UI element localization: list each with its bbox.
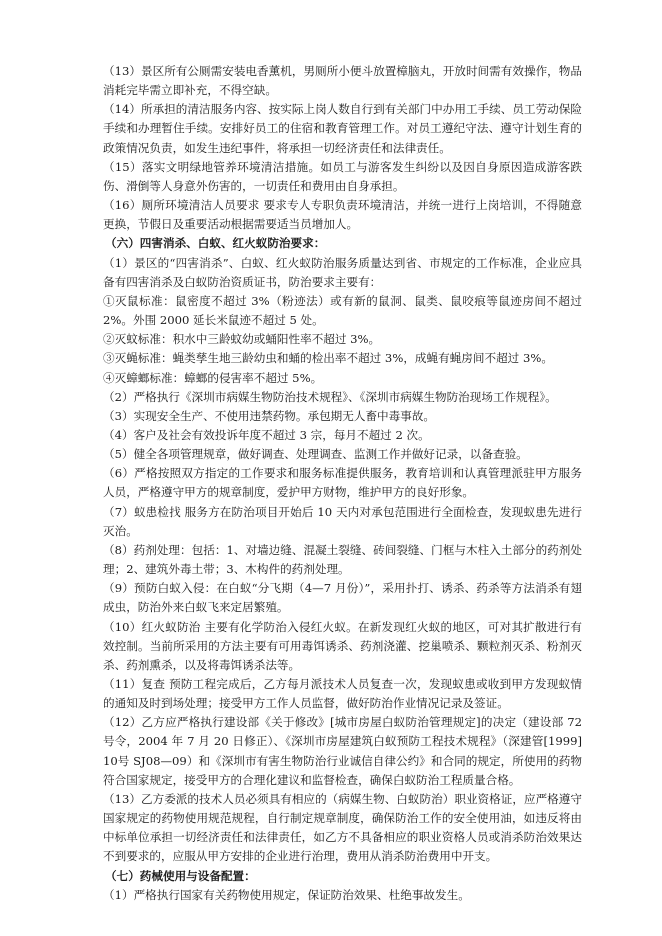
equipment-paragraph-1: （1）严格执行国家有关药物使用规定，保证防治效果、杜绝事故发生。 (103, 887, 470, 902)
pest-paragraph-11: （11）复查 预防工程完成后，乙方每月派技术人员复查一次，发现蚁患或收到甲方发现蚁情的通知及时到场处理；接受甲方工作人员监督，做好防治作业情况记录及签证。 (103, 677, 582, 711)
section-heading-pest-control: （六）四害消杀、白蚁、红火蚁防治要求： (105, 236, 326, 251)
pest-paragraph-2: （2）严格执行《深圳市病媒生物防治技术规程》、《深圳市病媒生物防治现场工作规程》。 (103, 389, 557, 404)
pest-paragraph-13: （13）乙方委派的技术人员必须具有相应的（病媒生物、白蚁防治）职业资格证，应严格遵守国家规定的药物使用规范规程，自行制定规章制度，确保防治工作的安全使用油，如违反将由中标单位承担一切经济责任和法律责任，如乙方不具备相应的职业资格人员或消杀防治效果达不到要求的，应服从甲方安排的企业进行治理，费用从消杀防治费用中开支。 (103, 791, 582, 864)
pest-paragraph-10: （10）红火蚁防治 主要有化学防治入侵红火蚁。在新发现红火蚁的地区，可对其扩散进行有效控制。当前所采用的方法主要有可用毒饵诱杀、药剂浇灌、挖巢喷杀、颗粒剂灭杀、粉剂灭杀、药剂熏杀，以及将毒饵诱杀法等。 (103, 619, 582, 672)
pest-paragraph-4: （4）客户及社会有效投诉年度不超过 3 宗，每月不超过 2 次。 (103, 427, 430, 442)
mosquito-standard: ②灭蚊标准：积水中三龄蚊幼或蛹阳性率不超过 3%。 (103, 332, 381, 347)
section-heading-equipment: （七）药械使用与设备配置： (105, 868, 256, 883)
pest-paragraph-1: （1）景区的“四害消杀”、白蚁、红火蚁防治服务质量达到省、市规定的工作标准，企业应具备有四害消杀及白蚁防治资质证书，防治要求主要有： (103, 255, 582, 289)
paragraph-14-labor: （14）所承担的清洁服务内容、按实际上岗人数自行到有关部门中办用工手续、员工劳动保险手续和办理暂住手续。安排好员工的住宿和教育管理工作。对员工遵纪守法、遵守计划生育的政策情况负责，如发生违纪事件，将承担一切经济责任和法律责任。 (103, 102, 582, 155)
pest-paragraph-7: （7）蚁患检找 服务方在防治项目开始后 10 天内对承包范围进行全面检查，发现蚁患先进行灭治。 (103, 504, 582, 538)
paragraph-16-cleaning-staff: （16）厕所环境清洁人员要求 要求专人专职负责环境清洁，并统一进行上岗培训，不得随意更换，节假日及重要活动根据需要适当员增加人。 (103, 198, 582, 232)
pest-paragraph-3: （3）实现安全生产、不使用违禁药物。承包期无人畜中毒事故。 (103, 408, 436, 423)
pest-paragraph-8: （8）药剂处理：包括：1、对墙边缝、混凝土裂缝、砖间裂缝、门框与木柱入土部分的药剂处理；2、建筑外毒土带；3、木构件的药剂处理。 (103, 542, 582, 577)
cockroach-standard: ④灭蟑螂标准：蟑螂的侵害率不超过 5%。 (103, 370, 323, 385)
pest-paragraph-6: （6）严格按照双方指定的工作要求和服务标准提供服务，教育培训和认真管理派驻甲方服务人员，严格遵守甲方的规章制度，爱护甲方财物，维护甲方的良好形象。 (103, 466, 582, 500)
pest-paragraph-9: （9）预防白蚁入侵：在白蚁“分飞期（4—7 月份）”，采用扑打、诱杀、药杀等方法消杀有翅成虫，防治外来白蚁飞来定居繁殖。 (103, 581, 582, 615)
paragraph-15-greenland: （15）落实文明绿地管养环境清洁措施。如员工与游客发生纠纷以及因自身原因造成游客跌伤、滑倒等人身意外伤害的，一切责任和费用由自身承担。 (103, 159, 582, 193)
paragraph-13-incense: （13）景区所有公厕需安装电香薰机，男厕所小便斗放置樟脑丸，开放时间需有效操作，物品消耗完毕需立即补充，不得空缺。 (103, 64, 582, 98)
rat-standard: ①灭鼠标准：鼠密度不超过 3%（粉迹法）或有新的鼠洞、鼠类、鼠咬痕等鼠迹房间不超过2%。外围 2000 延长米鼠迹不超过 5 处。 (103, 293, 582, 328)
pest-paragraph-12: （12）乙方应严格执行建设部《关于修改》[城市房屋白蚁防治管理规定]的决定（建设部 72号令，2004 年 7 月 20 日修正）、《深圳市房屋建筑白蚁预防工程技术规程》（深建管[1999]10号 SJ08—09）和《深圳市有害生物防治行业诚信自律公约》和合同的规定，所使用的药物符合国家规定，接受甲方的合理化建议和监督检查，确保白蚁防治工程质量合格。 (103, 715, 582, 787)
fly-standard: ③灭蝇标准：蝇类孳生地三龄幼虫和蛹的检出率不超过 3%，成蝇有蝇房间不超过 3%。 (103, 351, 553, 366)
pest-paragraph-5: （5）健全各项管理规章，做好调查、处理调查、监测工作并做好记录，以备查验。 (103, 447, 528, 462)
